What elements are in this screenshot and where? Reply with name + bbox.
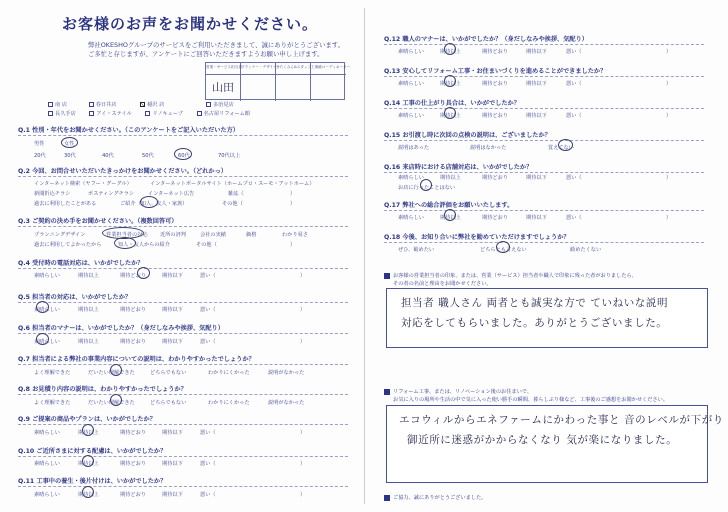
q16-option[interactable]: 期待以下: [526, 175, 547, 181]
q14-option[interactable]: 素晴らしい: [398, 113, 424, 119]
question-6: Q.6 担当者のマナーは、いかがでしたか？（身だしなみや挨拶、気配り）: [18, 325, 224, 332]
answer-circle: [444, 75, 456, 87]
question-17: Q.17 弊社への総合評価をお願いいたします。: [384, 202, 514, 209]
column-divider: [364, 8, 365, 504]
staff-col-1: 営業・サービス担当者: [206, 63, 241, 75]
staff-col-4: 工事統ローディネーター: [311, 63, 346, 75]
q2-option[interactable]: ポスティングチラシ: [88, 191, 135, 197]
q4-option[interactable]: 期待どおり: [120, 273, 146, 279]
q14-option[interactable]: 悪い（: [566, 113, 582, 119]
answer-circle: [444, 43, 456, 55]
q2-option[interactable]: 過去に利用したことがある: [34, 201, 97, 207]
q6-option[interactable]: 素晴らしい: [34, 339, 60, 345]
answer-circle: [110, 394, 122, 406]
store-row-2: [48, 110, 250, 117]
q7-option[interactable]: わかりにくかった: [208, 370, 250, 376]
q1-option[interactable]: 30代: [64, 153, 76, 159]
q5-option[interactable]: 期待以下: [162, 307, 183, 313]
q3-option[interactable]: 価格: [246, 232, 257, 238]
q2-option[interactable]: ）: [290, 191, 296, 197]
comment2-prompt-2: お気に入りの場所や生活の中で気に入った使い勝手の瞬間、暮らしぶり様など、工事後のご感想をお聞かせください。: [393, 397, 668, 403]
q17-option[interactable]: 悪い（: [566, 215, 582, 221]
q3-option[interactable]: その他（: [196, 242, 217, 248]
q4-option[interactable]: 期待以上: [78, 273, 99, 279]
q5-option[interactable]: 期待どおり: [120, 307, 146, 313]
q1-option[interactable]: 50代: [142, 153, 154, 159]
q1-option[interactable]: 男性: [34, 141, 45, 147]
q17-option[interactable]: 期待以下: [526, 215, 547, 221]
q6-option[interactable]: 期待以下: [162, 339, 183, 345]
q15-option[interactable]: 説明はあった: [398, 145, 430, 151]
q13-option[interactable]: 素晴らしい: [398, 81, 424, 87]
q12-option[interactable]: 期待以下: [526, 49, 547, 55]
answer-circle: [420, 179, 432, 191]
comment1-prompt: お客様の営業担当者の印象、または、営業（サービス）担当者や職人で印象に残った者がおりましたら、: [384, 272, 637, 279]
q1-option[interactable]: 女性: [64, 141, 75, 147]
q17-option[interactable]: 素晴らしい: [398, 215, 424, 221]
question-14: Q.14 工事の仕上がり具合は、いかがでしたか？: [384, 100, 520, 107]
q17-option[interactable]: 期待以上: [440, 215, 461, 221]
q16-option[interactable]: 期待以上: [440, 175, 461, 181]
q2-option[interactable]: インターネット広告: [148, 191, 195, 197]
q16-option[interactable]: お店に行ったことはない: [398, 185, 456, 191]
intro-line-2: ご多忙と存じますが、アンケートにご回答いただきますようお願い申し上げます。: [88, 50, 324, 58]
q9-option[interactable]: 期待以上: [78, 430, 99, 436]
q3-option[interactable]: 会社の実績: [200, 232, 226, 238]
question-10: Q.10 ご近所さまに対する配慮は、いかがでしたか？: [18, 448, 167, 455]
q5-option[interactable]: ）: [300, 307, 306, 313]
answer-circle: [82, 455, 94, 467]
answer-circle: [110, 364, 122, 376]
store-checkbox[interactable]: 名古屋リフォーム館: [197, 111, 250, 117]
answer-circle: [61, 137, 78, 148]
q11-option[interactable]: 悪い（: [200, 492, 216, 498]
q2-option[interactable]: 雑誌（: [228, 191, 244, 197]
question-18: Q.18 今後、お知り合いに弊社を勧めていただけますでしょうか？: [384, 234, 570, 241]
comment2-handwritten-line-1: エコウィルからエネファームにかわった事と 音のレベルが下がり: [399, 414, 724, 426]
staff-col-3: きたくみん&スタッフ: [276, 63, 311, 75]
answer-circle: [36, 301, 49, 313]
staff-cell-2[interactable]: [241, 75, 276, 101]
q17-option[interactable]: 期待どおり: [482, 215, 508, 221]
q9-option[interactable]: ）: [300, 430, 306, 436]
q14-option[interactable]: 期待以下: [526, 113, 547, 119]
q13-option[interactable]: 期待以下: [526, 81, 547, 87]
q10-option[interactable]: 素晴らしい: [34, 461, 60, 467]
q5-option[interactable]: 期待以上: [78, 307, 99, 313]
question-8: Q.8 お見積り内容の説明は、わかりやすかったでしょうか？: [18, 386, 187, 393]
q11-option[interactable]: 期待以下: [162, 492, 183, 498]
q1-option[interactable]: 20代: [34, 153, 46, 159]
q16-option[interactable]: 素晴らしい: [398, 175, 424, 181]
question-4: Q.4 受付時の電話対応は、いかがでしたか？: [18, 260, 144, 267]
q8-option[interactable]: わかりにくかった: [208, 400, 250, 406]
q18-option[interactable]: どちらとも言えない: [480, 247, 527, 253]
q6-option[interactable]: 期待以上: [78, 339, 99, 345]
comment2-handwritten-line-2: 御近所に迷惑がかからなくなり 気が楽になりました。: [407, 434, 678, 446]
question-9: Q.9 ご提案の商品やプランは、いかがでしたか？: [18, 416, 156, 423]
q16-option[interactable]: 悪い（: [566, 175, 582, 181]
q4-option[interactable]: 期待以下: [162, 273, 183, 279]
footer-thanks: ご協力、誠にありがとうございました。: [384, 494, 486, 501]
q9-option[interactable]: 期待どおり: [120, 430, 146, 436]
q13-option[interactable]: ）: [666, 81, 672, 87]
q4-option[interactable]: 悪い（: [200, 273, 216, 279]
q7-option[interactable]: よく理解できた: [34, 370, 71, 376]
store-row-1: [48, 101, 234, 108]
q15-option[interactable]: 説明はなかった: [470, 145, 507, 151]
q15-option[interactable]: 覚えてない: [548, 145, 574, 151]
q10-option[interactable]: 期待以下: [162, 461, 183, 467]
answer-circle: [140, 196, 158, 208]
answer-circle: [496, 241, 510, 253]
q3-option[interactable]: 過去に利用してよかったから: [34, 242, 102, 248]
q11-option[interactable]: 素晴らしい: [34, 492, 60, 498]
q14-option[interactable]: ）: [666, 113, 672, 119]
q3-option[interactable]: ）: [290, 242, 296, 248]
q11-option[interactable]: ）: [300, 492, 306, 498]
q16-option[interactable]: 期待どおり: [482, 175, 508, 181]
q10-option[interactable]: 悪い（: [200, 461, 216, 467]
comment1-prompt-2: その者の名前と理由をお聞かせください。: [393, 281, 492, 287]
q3-option[interactable]: プランニングデザイン: [34, 232, 86, 238]
q4-option[interactable]: 素晴らしい: [34, 273, 60, 279]
q14-option[interactable]: 期待以上: [440, 113, 461, 119]
store-checkbox[interactable]: リノキューブ: [145, 111, 182, 117]
q3-option[interactable]: 知人・友人からの紹介: [118, 242, 170, 248]
answer-circle: [137, 267, 150, 279]
q12-option[interactable]: ）: [666, 49, 672, 55]
q9-option[interactable]: 素晴らしい: [34, 430, 60, 436]
comment1-handwritten-line-2: 対応をしてもらいました。ありがとうございました。: [401, 317, 668, 329]
question-2: Q.2 今回、お問合せいただいたきっかけをお聞かせください。（どれかっ）: [18, 168, 227, 175]
q2-option[interactable]: ご紹介（知人、友人・家族）: [120, 201, 188, 207]
answer-circle: [444, 209, 456, 221]
q3-option[interactable]: 営業担当者の対応: [106, 232, 148, 238]
q14-option[interactable]: 期待どおり: [482, 113, 508, 119]
answer-circle: [444, 107, 456, 119]
q7-option[interactable]: だいたい理解できた: [88, 370, 135, 376]
answer-circle: [82, 486, 94, 498]
answer-circle: [558, 139, 573, 151]
q4-option[interactable]: ）: [300, 273, 306, 279]
question-3: Q.3 ご契約の決め手をお聞かせください。（複数回答可）: [18, 218, 178, 225]
q2-option[interactable]: その他（: [222, 201, 243, 207]
q8-option[interactable]: よく理解できた: [34, 400, 71, 406]
q1-option[interactable]: 60代: [178, 153, 190, 159]
store-checkbox[interactable]: 多治見店: [206, 102, 234, 108]
q12-option[interactable]: 悪い（: [566, 49, 582, 55]
q17-option[interactable]: ）: [666, 215, 672, 221]
q8-option[interactable]: だいたい理解できた: [88, 400, 135, 406]
question-7: Q.7 担当者による弊社の事業内容についての説明は、わかりやすかったでしょうか？: [18, 356, 255, 363]
store-checkbox[interactable]: 稲沢 店: [140, 102, 164, 108]
comment2-box[interactable]: [386, 405, 724, 483]
intro-line-1: 弊社OKESHOグループのサービスをご利用いただきまして、誠にありがとうございます。: [88, 41, 345, 49]
q10-option[interactable]: 期待以上: [78, 461, 99, 467]
staff-cell-4[interactable]: [311, 75, 346, 101]
question-13: Q.13 安心してリフォーム工事・お住まいづくりを進めることができましたか？: [384, 68, 607, 75]
q1-option[interactable]: 40代: [102, 153, 114, 159]
store-checkbox[interactable]: アイ・ステイル: [89, 111, 131, 117]
q6-option[interactable]: 期待どおり: [120, 339, 146, 345]
answer-circle: [174, 148, 192, 160]
q11-option[interactable]: 期待どおり: [120, 492, 146, 498]
q9-option[interactable]: 悪い（: [200, 430, 216, 436]
q11-option[interactable]: 期待以上: [78, 492, 99, 498]
staff-col-2: プランナー・デザイナー: [241, 63, 276, 75]
q8-option[interactable]: どちらでもない: [150, 400, 187, 406]
q3-option[interactable]: 近所の評判: [160, 232, 186, 238]
question-11: Q.11 工事中の養生・後片付けは、いかがでしたか？: [18, 478, 167, 485]
q2-option[interactable]: インターネットポータルサイト（ホームプロ・スーモ・アットホーム）: [150, 181, 315, 187]
comment1-box[interactable]: [386, 288, 708, 348]
q16-option[interactable]: ）: [666, 175, 672, 181]
q3-option[interactable]: わかり易さ: [282, 232, 308, 238]
question-12: Q.12 職人のマナーは、いかがでしたか？（身だしなみや挨拶、気配り）: [384, 36, 588, 43]
question-5: Q.5 担当者の対応は、いかがでしたか？: [18, 294, 132, 301]
staff-name-handwritten: 山田: [212, 81, 234, 94]
comment2-prompt: リフォーム工事、または、リノベーション後のお住まいで、: [384, 388, 532, 395]
q7-option[interactable]: どちらでもない: [150, 370, 187, 376]
q5-option[interactable]: 素晴らしい: [34, 307, 60, 313]
q2-option[interactable]: インターネット検索（ヤフー・グーグル）: [34, 181, 132, 187]
page-title: お客様のお声をお聞かせください。: [62, 15, 319, 33]
comment1-handwritten-line-1: 担当者 職人さん 両者とも誠実な方で ていねいな説明: [401, 297, 669, 309]
q2-option[interactable]: 新聞折込チラシ: [34, 191, 71, 197]
q12-option[interactable]: 期待どおり: [482, 49, 508, 55]
staff-cell-3[interactable]: [276, 75, 311, 101]
q12-option[interactable]: 素晴らしい: [398, 49, 424, 55]
store-checkbox[interactable]: 長久手店: [48, 111, 76, 117]
staff-table: [205, 62, 351, 100]
q18-option[interactable]: 勧めたくない: [570, 247, 602, 253]
q13-option[interactable]: 悪い（: [566, 81, 582, 87]
q13-option[interactable]: 期待以上: [440, 81, 461, 87]
answer-circle: [114, 237, 136, 249]
staff-cell-1[interactable]: [206, 75, 241, 101]
question-15: Q.15 お引渡し時に次回の点検の説明は、ございましたか？: [384, 132, 551, 139]
q18-option[interactable]: ぜひ、勧めたい: [398, 247, 435, 253]
question-16: Q.16 来店時における店舗対応は、いかがでしたか？: [384, 164, 533, 171]
q12-option[interactable]: 期待以上: [440, 49, 461, 55]
store-checkbox[interactable]: 春日井店: [89, 102, 117, 108]
store-checkbox[interactable]: 南 店: [48, 102, 67, 108]
q5-option[interactable]: 悪い（: [200, 307, 216, 313]
q9-option[interactable]: 期待以下: [162, 430, 183, 436]
q6-option[interactable]: ）: [300, 339, 306, 345]
q10-option[interactable]: ）: [300, 461, 306, 467]
q10-option[interactable]: 期待どおり: [120, 461, 146, 467]
answer-circle: [82, 424, 94, 436]
q1-option[interactable]: 70代以上: [218, 153, 241, 159]
q6-option[interactable]: 悪い（: [200, 339, 216, 345]
q7-option[interactable]: 説明がなかった: [268, 370, 305, 376]
q13-option[interactable]: 期待どおり: [482, 81, 508, 87]
question-1: Q.1 性別・年代をお聞かせください。（このアンケートをご記入いただいた方）: [18, 127, 239, 134]
answer-circle: [36, 333, 49, 345]
q2-option[interactable]: ）: [290, 201, 296, 207]
q8-option[interactable]: 説明がなかった: [268, 400, 305, 406]
